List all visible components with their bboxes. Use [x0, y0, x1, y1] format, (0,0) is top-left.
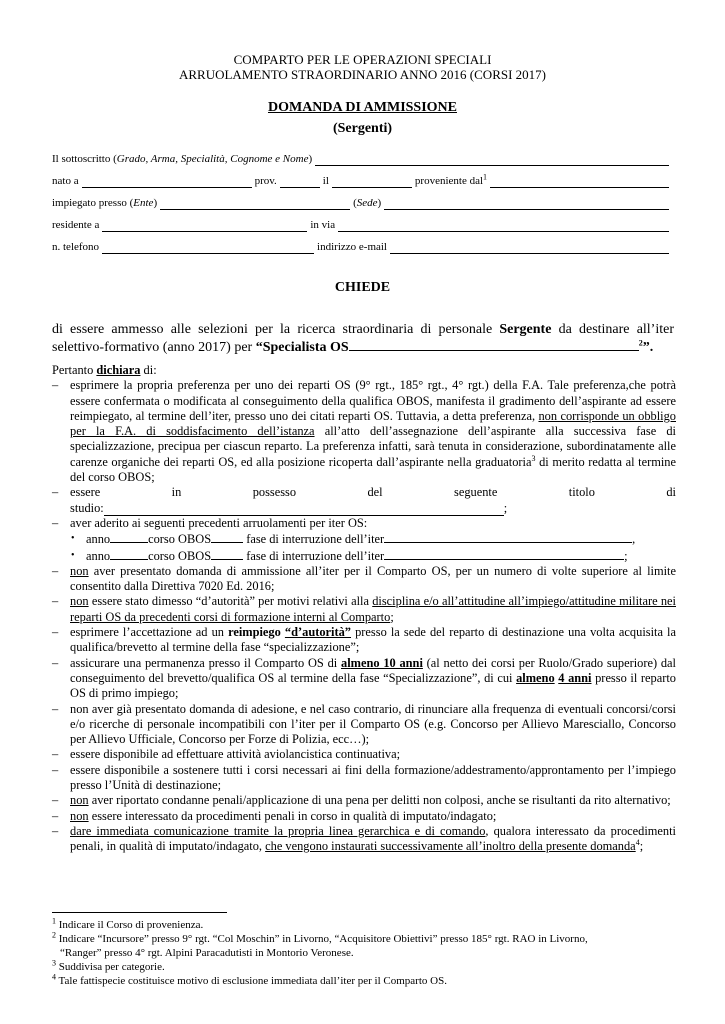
enlistment-row: • anno corso OBOS fase di interruzione dell’iter ,	[71, 532, 636, 547]
field-phone[interactable]	[102, 242, 314, 254]
footnote-separator	[52, 912, 227, 913]
document-title-text: DOMANDA DI AMMISSIONE	[267, 100, 457, 115]
field-course-1[interactable]	[211, 531, 243, 543]
label-sede-open: (	[353, 197, 357, 209]
field-street[interactable]	[338, 220, 669, 232]
label-proveniente: proveniente dal$^1$	[414, 172, 488, 187]
document-subtitle: (Sergenti)	[332, 121, 393, 136]
dichiara: dichiara	[96, 363, 141, 377]
declaration-previous-enlistments: – aver aderito ai seguenti precedenti arruolamenti per iter OS:	[52, 515, 368, 530]
label-impiegato: impiegato presso (	[52, 197, 134, 209]
rank-sergente: Sergente	[499, 322, 552, 337]
form-row-employment	[52, 196, 672, 210]
field-name[interactable]	[315, 154, 669, 166]
label-sottoscritto: Il sottoscritto (	[52, 153, 117, 165]
field-sede[interactable]	[384, 198, 669, 210]
label-paren-close: )	[308, 153, 313, 165]
declaration-reemployment: – esprimere l’accettazione ad un reimpiego “d’autorità” presso la sede del reparto di destinazione una volta acquisita la qualifica/brevetto al termine della fase “specializzazione”;	[52, 625, 676, 655]
label-prov: prov.	[254, 175, 277, 187]
enlistment-row: • anno corso OBOS fase di interruzione dell’iter ;	[71, 548, 628, 563]
footnote-3: $^3$ Suddivisa per categorie.	[52, 958, 165, 973]
field-phase-1[interactable]	[384, 531, 632, 543]
footnotes	[52, 918, 672, 988]
declaration-communication: – dare immediata comunicazione tramite la propria linea gerarchica e di comando, qualora interessato da procedimenti penali, in qualità di imputato/indagato, che vengono instaurati successivamente all’inoltro della presente domanda$^4$;	[52, 823, 676, 854]
label-ente: Ente	[133, 197, 154, 209]
footnote-4: $^4$ Tale fattispecie costituisce motivo di esclusione immediata dall’iter per il Comparto OS.	[52, 972, 447, 987]
field-residence[interactable]	[102, 220, 307, 232]
footnote-1: $^1$ Indicare il Corso di provenienza.	[52, 916, 204, 931]
field-birthplace[interactable]	[82, 176, 252, 188]
declaration-parachuting: – essere disponibile ad effettuare attività aviolancistica continuativa;	[52, 747, 401, 762]
label-sede: Sede	[356, 197, 378, 209]
declaration-no-proceedings: – non essere interessato da procedimenti penali in corso in qualità di imputato/indagato;	[52, 808, 497, 823]
label-nato: nato a	[52, 175, 79, 187]
declaration-not-applied: – non aver presentato domanda di ammissione all’iter per il Comparto OS, per un numero di volte superiore al limite consentito dalla Direttiva 7020 Ed. 2016;	[52, 563, 676, 594]
field-provenance[interactable]	[490, 176, 669, 188]
field-province[interactable]	[280, 176, 320, 188]
label-ente-close: )	[153, 197, 158, 209]
declaration-preference: – esprimere la propria preferenza per uno dei reparti OS (9° rgt., 185° rgt., 4° rgt.) della F.A. Tale preferenza,che potrà essere confermata o modificata al conseguimento della qualifica OBOS, manifesta il gradimento dell’aspirante ad essere reimpiegato, al termine dell’iter, presso uno dei citati reparti OS. Tuttavia, a detta preferenza, non corrisponde un obbligo per la F.A. di soddisfacimento dell’istanza all’atto dell’assegnazione dell’aspirante alla successiva fase di specializzazione, precipua per ciascun reparto. La preferenza infatti, sarà tenuta in considerazione, subordinatamente alle carenze organiche dei reparti OS, ed alla posizione ricoperta dall’aspirante nella graduatoria$^3$ di merito redatta al termine del corso OBOS;	[52, 378, 676, 485]
declarations	[52, 363, 676, 855]
field-ente[interactable]	[160, 198, 350, 210]
footnote-2: $^2$ Indicare “Incursore” presso 9° rgt. “Col Moschin” in Livorno, “Acquisitore Obiettivi” presso 185° rgt. RAO in Livorno,	[52, 930, 588, 945]
header-line-2: ARRUOLAMENTO STRAORDINARIO ANNO 2016 (CORSI 2017)	[178, 67, 547, 82]
form-row-birth	[52, 174, 672, 188]
field-course-2[interactable]	[211, 548, 243, 560]
specialista-os: “Specialista OS	[255, 340, 349, 355]
declaration-no-convictions: – non aver riportato condanne penali/applicazione di una pena per delitti non colposi, anche se risultanti da rito alternativo;	[52, 793, 671, 808]
label-sede-close: )	[377, 197, 382, 209]
field-study-title[interactable]	[104, 504, 504, 516]
label-il: il	[322, 175, 329, 187]
label-telefono: n. telefono	[52, 241, 100, 253]
header-line-1: COMPARTO PER LE OPERAZIONI SPECIALI	[233, 52, 492, 67]
declarations-lead: Pertanto dichiara di:	[52, 363, 157, 377]
label-residente: residente a	[52, 219, 100, 231]
declaration-permanence: – assicurare una permanenza presso il Comparto OS di almeno 10 anni (al netto dei corsi per Ruolo/Grado superiore) dal conseguimento del brevetto/qualifica OS al termine della fase “Specializzazione”, di cui almeno 4 anni presso il reparto OS di primo impiego;	[52, 655, 677, 701]
form-row-contacts	[52, 240, 672, 254]
footnote-ref-2: 2	[638, 338, 643, 348]
section-heading-chiede: CHIEDE	[334, 280, 391, 295]
document-title	[0, 100, 725, 115]
declaration-courses: – essere disponibile a sostenere tutti i corsi necessari ai fini della formazione/addestramento/approntamento per l’impiego presso l’Unità di destinazione;	[52, 762, 676, 793]
request-paragraph: di essere ammesso alle selezioni per la ricerca straordinaria di personale Sergente da destinare all’iter selettivo-formativo (anno 2017) per “Specialista OS $^2$”.	[52, 322, 674, 355]
field-year-2[interactable]	[110, 548, 148, 560]
footnote-ref-3: 3	[531, 453, 536, 463]
field-email[interactable]	[390, 242, 669, 254]
footnote-ref-1: 1	[483, 172, 488, 182]
label-sottoscritto-hint: Grado, Arma, Specialità, Cognome e Nome	[116, 153, 309, 165]
field-birthdate[interactable]	[332, 176, 412, 188]
footnote-ref-4: 4	[635, 838, 640, 848]
field-specialty[interactable]	[349, 338, 639, 351]
label-via: in via	[310, 219, 336, 231]
declaration-no-other-applications: – non aver già presentato domanda di adesione, e nel caso contrario, di rinunciare alla frequenza di eventuali concorsi/corsi e/o ricerche di personale incompatibili con l’iter per il Comparto OS (e.g. Concorso per Allievo Maresciallo, Concorso per Allievo Ufficiale, Concorso per Forze di Polizia, ecc…);	[52, 701, 676, 747]
field-year-1[interactable]	[110, 531, 148, 543]
field-phase-2[interactable]	[384, 548, 624, 560]
form-row-residence	[52, 218, 672, 232]
footnote-2-continued: “Ranger” presso 4° rgt. Alpini Paracadutisti in Montorio Veronese.	[60, 947, 354, 959]
form-row-name	[52, 152, 672, 166]
declaration-title: – essere in possesso del seguente titolo di studio: ;	[52, 485, 676, 515]
label-email: indirizzo e-mail	[317, 241, 387, 253]
declaration-not-dismissed: – non essere stato dimesso “d’autorità” per motivi relativi alla disciplina e/o all’attitudine all’impiego/attitudine militare nei reparti OS da precedenti corsi di formazione interni al Comparto;	[52, 594, 676, 624]
